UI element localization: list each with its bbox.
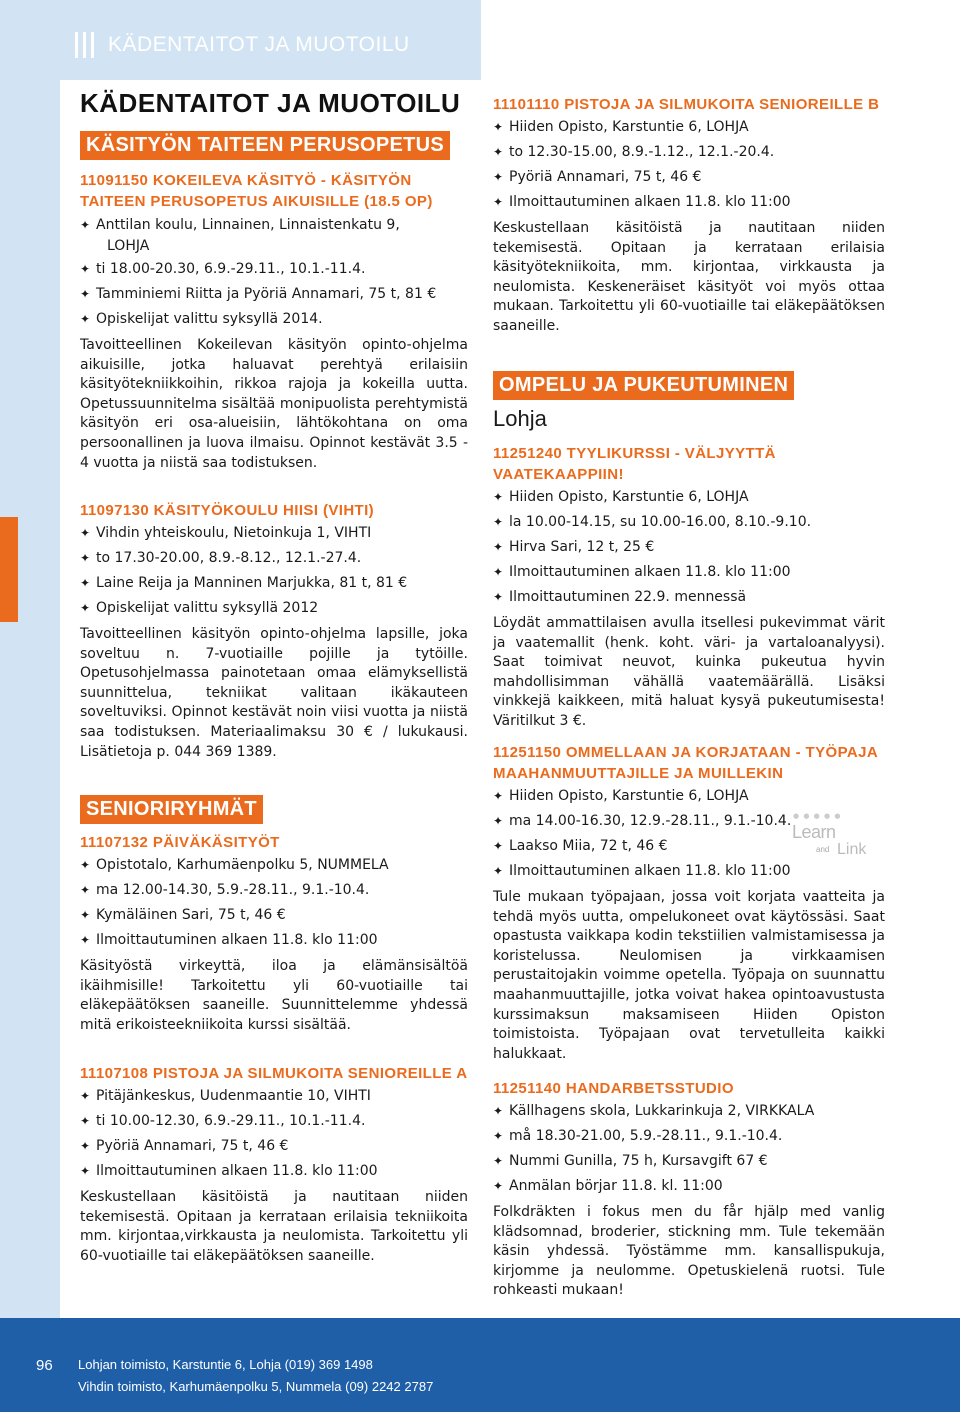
star-bullet-icon: ✦: [80, 858, 91, 872]
star-bullet-icon: ✦: [80, 551, 91, 565]
star-bullet-icon: ✦: [493, 1179, 504, 1193]
star-bullet-icon: ✦: [493, 1129, 504, 1143]
star-bullet-icon: ✦: [80, 576, 91, 590]
star-bullet-icon: ✦: [493, 120, 504, 134]
star-bullet-icon: ✦: [80, 287, 91, 301]
star-bullet-icon: ✦: [493, 590, 504, 604]
course-title: 11251150 OMMELLAAN JA KORJATAAN - TYÖPAJA MAAHANMUUTTAJILLE JA MUILLEKIN: [493, 744, 878, 782]
course-location: ✦ Opistotalo, Karhumäenpolku 5, NUMMELA: [80, 853, 468, 878]
course-location: ✦ Hiiden Opisto, Karstuntie 6, LOHJA: [493, 784, 885, 809]
star-bullet-icon: ✦: [493, 540, 504, 554]
course-teacher: ✦ Tamminiemi Riitta ja Pyöriä Annamari, 75 t, 81 €: [80, 282, 468, 307]
course-teacher: ✦ Laine Reija ja Manninen Marjukka, 81 t, 81 €: [80, 571, 468, 596]
star-bullet-icon: ✦: [493, 490, 504, 504]
course-registration: ✦ Anmälan börjar 11.8. kl. 11:00: [493, 1174, 885, 1199]
course-location: ✦ Källhagens skola, Lukkarinkuja 2, VIRKKALA: [493, 1099, 885, 1124]
star-bullet-icon: ✦: [80, 908, 91, 922]
section-heading-perusopetus: KÄSITYÖN TAITEEN PERUSOPETUS: [80, 131, 450, 160]
course-title: 11101110 PISTOJA JA SILMUKOITA SENIOREILLE B: [493, 96, 880, 113]
star-bullet-icon: ✦: [493, 195, 504, 209]
page-edge-tab: [0, 517, 18, 622]
star-bullet-icon: ✦: [493, 170, 504, 184]
star-bullet-icon: ✦: [493, 565, 504, 579]
course-title: 11107108 PISTOJA JA SILMUKOITA SENIOREILLE A: [80, 1065, 468, 1082]
course-location: ✦ Hiiden Opisto, Karstuntie 6, LOHJA: [493, 485, 885, 510]
star-bullet-icon: ✦: [80, 601, 91, 615]
course-title: 11251140 HANDARBETSSTUDIO: [493, 1080, 734, 1097]
course-description: Löydät ammattilaisen avulla itsellesi pukevimmat värit ja vaatemallit (henk. koht. väri- ja vartaloanalyysi). Saat toimivat neuvot, kuinka pukeutua hyvin mahdollisimman vähällä vaatemäärällä. Lisäksi vinkkejä kaikkeen, mitä haluat kysyä pukeutumisesta! Väritilkut 3 €.: [493, 615, 885, 729]
header-bars-icon: [75, 32, 94, 58]
section-heading-senioriryhmat: SENIORIRYHMÄT: [80, 795, 263, 824]
course-description: Tavoitteellinen käsityön opinto-ohjelma lapsille, joka soveltuu n. 7-vuotiaille pojille ja tytöille. Opetusohjelmassa painotetaan omaa elämyksellistä suunnittelua, tekniikat valitaan ikäkauteen soveltuviksi. Opinnot kestävät noin viisi vuotta ja niistä saa todistuksen. Materiaalimaksu 30 € / lukukausi. Lisätietoja p. 044 369 1389.: [80, 626, 468, 760]
page-number: 96: [36, 1357, 53, 1374]
course-teacher: ✦ Nummi Gunilla, 75 h, Kursavgift 67 €: [493, 1149, 885, 1174]
course-registration: ✦ Ilmoittautuminen alkaen 11.8. klo 11:00: [493, 560, 885, 585]
course-description: Tavoitteellinen Kokeilevan käsityön opinto-ohjelma aikuisille, jotka haluavat perehtyä erilaisiin käsityötekniikkoihin, rikkoa rajoja ja kokeilla uutta. Opetussuunnitelma sisältää monipuolista perehtymistä käsityön eri osa-alueisiin, lähtökohtana on oma persoonallinen ja luova ilmaisu. Opinnot kestävät 3.5 - 4 vuotta ja niistä saa todistuksen.: [80, 337, 468, 471]
course-schedule: ✦ ti 18.00-20.30, 6.9.-29.11., 10.1.-11.4.: [80, 257, 468, 282]
course-location: ✦ Pitäjänkeskus, Uudenmaantie 10, VIHTI: [80, 1084, 468, 1109]
course-location: ✦ Vihdin yhteiskoulu, Nietoinkuja 1, VIHTI: [80, 521, 468, 546]
star-bullet-icon: ✦: [80, 262, 91, 276]
course-title: 11097130 KÄSITYÖKOULU HIISI (VIHTI): [80, 502, 375, 519]
page-title: KÄDENTAITOT JA MUOTOILU: [80, 88, 461, 118]
running-header-title: KÄDENTAITOT JA MUOTOILU: [108, 33, 410, 56]
course-teacher: ✦ Laakso Miia, 72 t, 46 €: [493, 834, 885, 859]
star-bullet-icon: ✦: [493, 1154, 504, 1168]
course-11107132: [80, 832, 468, 1035]
running-header: [75, 30, 410, 60]
course-11107108: [80, 1063, 468, 1266]
course-registration: ✦ Opiskelijat valittu syksyllä 2012: [80, 596, 468, 621]
section-heading-ompelu: OMPELU JA PUKEUTUMINEN: [493, 371, 794, 400]
course-schedule: ✦ to 17.30-20.00, 8.9.-8.12., 12.1.-27.4.: [80, 546, 468, 571]
learn-and-link-logo: ● ● ● ● ● Learn and Link: [792, 812, 867, 858]
star-bullet-icon: ✦: [493, 789, 504, 803]
star-bullet-icon: ✦: [493, 515, 504, 529]
course-registration: ✦ Ilmoittautuminen alkaen 11.8. klo 11:00: [493, 190, 885, 215]
star-bullet-icon: ✦: [493, 814, 504, 828]
course-11101110: [493, 94, 885, 337]
star-bullet-icon: ✦: [80, 1164, 91, 1178]
course-teacher: ✦ Kymäläinen Sari, 75 t, 46 €: [80, 903, 468, 928]
course-title: 11107132 PÄIVÄKÄSITYÖT: [80, 834, 280, 851]
course-schedule: ✦ ma 14.00-16.30, 12.9.-28.11., 9.1.-10.4.: [493, 809, 885, 834]
course-description: Keskustellaan käsitöistä ja nautitaan niiden tekemisestä. Opitaan ja kerrataan erilaisia tekniikoita mm. kirjontaa,virkkausta ja neulomista. Tarkoitettu yli 60-vuotiaille tai eläkepäätöksen saaneille.: [80, 1189, 468, 1264]
star-bullet-icon: ✦: [80, 1114, 91, 1128]
course-teacher: ✦ Pyöriä Annamari, 75 t, 46 €: [80, 1134, 468, 1159]
course-registration: ✦ Ilmoittautuminen alkaen 11.8. klo 11:00: [80, 1159, 468, 1184]
course-deadline: ✦ Ilmoittautuminen 22.9. mennessä: [493, 585, 885, 610]
course-registration: ✦ Ilmoittautuminen alkaen 11.8. klo 11:00: [493, 859, 885, 884]
star-bullet-icon: ✦: [80, 1139, 91, 1153]
course-11251150: [493, 742, 885, 1064]
star-bullet-icon: ✦: [493, 1104, 504, 1118]
course-schedule: ✦ ti 10.00-12.30, 6.9.-29.11., 10.1.-11.4.: [80, 1109, 468, 1134]
course-teacher: ✦ Hirva Sari, 12 t, 25 €: [493, 535, 885, 560]
course-schedule: ✦ ma 12.00-14.30, 5.9.-28.11., 9.1.-10.4.: [80, 878, 468, 903]
course-11251240: [493, 443, 885, 732]
course-schedule: ✦ to 12.30-15.00, 8.9.-1.12., 12.1.-20.4.: [493, 140, 885, 165]
course-location: ✦ Hiiden Opisto, Karstuntie 6, LOHJA: [493, 115, 885, 140]
course-title: 11251240 TYYLIKURSSI - VÄLJYYTTÄ VAATEKAAPPIIN!: [493, 445, 776, 483]
footer-vihti-office: Vihdin toimisto, Karhumäenpolku 5, Nummela (09) 2242 2787: [78, 1379, 434, 1394]
course-schedule: ✦ må 18.30-21.00, 5.9.-28.11., 9.1.-10.4.: [493, 1124, 885, 1149]
course-schedule: ✦ la 10.00-14.15, su 10.00-16.00, 8.10.-9.10.: [493, 510, 885, 535]
course-title: 11091150 KOKEILEVA KÄSITYÖ - KÄSITYÖN TAITEEN PERUSOPETUS AIKUISILLE (18.5 OP): [80, 172, 433, 210]
course-registration: ✦ Opiskelijat valittu syksyllä 2014.: [80, 307, 468, 332]
star-bullet-icon: ✦: [80, 312, 91, 326]
star-bullet-icon: ✦: [80, 933, 91, 947]
course-location-cont: LOHJA: [107, 238, 150, 254]
course-description: Folkdräkten i fokus men du får hjälp med vanlig klädsomnad, broderier, stickning mm. Tule tekemään käsin yhdessä. Työstämme mm. kansallispukuja, kirjomme ja neulomme. Opetuskielenä ruotsi. Tule rohkeasti mukaan!: [493, 1204, 885, 1299]
course-description: Käsityöstä virkeyttä, iloa ja elämänsisältöä ikäihmisille! Tarkoitettu yli 60-vuotiaille tai eläkepäätöksen saaneille. Suunnittelemme yhdessä mitä erikoisteekniikoita kurssi sisältää.: [80, 958, 468, 1033]
course-11097130: [80, 500, 468, 762]
course-11251140: [493, 1078, 885, 1301]
footer-contacts: [78, 1354, 433, 1398]
course-location: ✦ Anttilan koulu, Linnainen, Linnaistenkatu 9,: [80, 215, 468, 236]
star-bullet-icon: ✦: [493, 839, 504, 853]
star-bullet-icon: ✦: [80, 218, 91, 232]
course-description: Keskustellaan käsitöistä ja nautitaan niiden tekemisestä. Opitaan ja kerrataan erilaisia käsityötekniikoita, mm. kirjontaa, virkkausta ja neulomista. Keskeneräiset käsityöt voi myös ottaa mukaan. Tarkoitettu yli 60-vuotiaille tai eläkepäätöksen saaneille.: [493, 220, 885, 334]
logo-dots-icon: ● ● ● ● ●: [793, 812, 842, 820]
course-description: Tule mukaan työpajaan, jossa voit korjata vaatteita ja tehdä myös uutta, ompelukoneet ovat käytössäsi. Saat opastusta vaikkapa kodin tekstiilien valmistamisessa ja koristelussa. Neulomisen ja virkkaamisen perustaitojakin voimme opetella. Työpaja on suunnattu maahanmuuttajille, jotka voivat hakea opintoavustusta kurssimaksun maksamiseen Hiiden Opiston toimistoista. Työpajaan ovat tervetulleita kaikki halukkaat.: [493, 889, 885, 1062]
course-registration: ✦ Ilmoittautuminen alkaen 11.8. klo 11:00: [80, 928, 468, 953]
star-bullet-icon: ✦: [493, 864, 504, 878]
star-bullet-icon: ✦: [493, 145, 504, 159]
course-teacher: ✦ Pyöriä Annamari, 75 t, 46 €: [493, 165, 885, 190]
star-bullet-icon: ✦: [80, 526, 91, 540]
footer-lohja-office: Lohjan toimisto, Karstuntie 6, Lohja (019) 369 1498: [78, 1357, 373, 1372]
star-bullet-icon: ✦: [80, 1089, 91, 1103]
city-heading: Lohja: [493, 406, 547, 431]
star-bullet-icon: ✦: [80, 883, 91, 897]
course-11091150: [80, 170, 468, 473]
